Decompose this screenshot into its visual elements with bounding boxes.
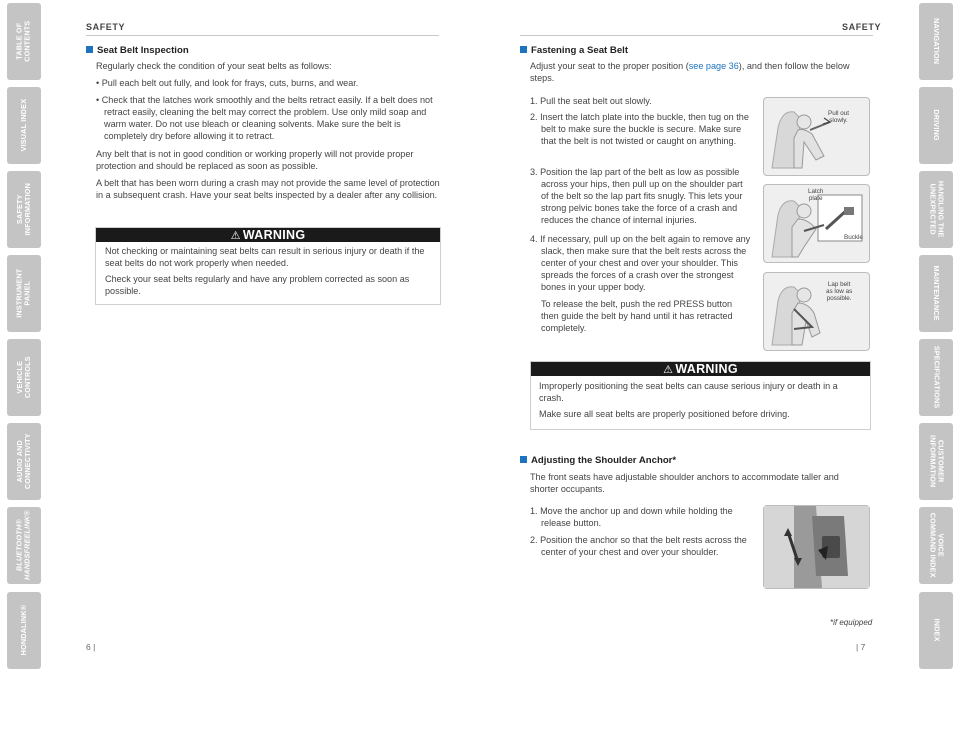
tab-visual-index[interactable] (7, 87, 41, 164)
anchor-step-1: 1. Move the anchor up and down while holding the release button. (530, 506, 733, 529)
fastening-intro-text: Adjust your seat to the proper position ( (530, 61, 689, 71)
tab-label: VISUAL INDEX (18, 99, 28, 152)
fastening-step-3: 3. Position the lap part of the belt as low as possible across your hips, then pull up on the shoulder part of the belt so the lap part fits snugly. This lets your strong pelvic bones take the force of a crash and reduces the chance of internal injuries. (530, 167, 743, 226)
inspection-para-1: Any belt that is not in good condition or working properly will not provide proper protection and should be replaced as soon as possible. (96, 149, 414, 172)
warning-label: WARNING (675, 362, 738, 376)
right-page-number: | 7 (856, 642, 866, 652)
shoulder-anchor-photo (763, 505, 870, 589)
tab-label: TABLE OF CONTENTS (14, 20, 33, 63)
tab-label: DRIVING (932, 109, 942, 142)
right-warning-box (530, 361, 871, 430)
tab-label: BLUETOOTH® HANDSFREELINK® (14, 510, 32, 581)
see-page-link[interactable]: see page 36 (688, 61, 739, 71)
tab-label: CUSTOMER INFORMATION (928, 435, 946, 488)
left-warning-line-1: Not checking or maintaining seat belts can result in serious injury or death if the seat belts do not work properly when needed. (105, 246, 425, 269)
inspection-bullet-1: • Pull each belt out fully, and look for frays, cuts, burns, and wear. (96, 78, 359, 88)
right-page-header: SAFETY (842, 22, 882, 32)
tab-label: MAINTENANCE (932, 265, 942, 322)
tab-specifications[interactable] (919, 339, 953, 416)
inspection-heading (86, 45, 189, 56)
anchor-step-2: 2. Position the anchor so that the belt rests across the center of your chest and over your shoulder. (530, 535, 747, 558)
tab-customer-information[interactable] (919, 423, 953, 500)
tab-navigation[interactable] (919, 3, 953, 80)
fastening-step-4: 4. If necessary, pull up on the belt again to remove any slack, then make sure that the belt rests across the center of your chest and over your shoulder. This spreads the forces of a crash over the strongest bones in your upper body. (530, 234, 751, 293)
tab-label: NAVIGATION (932, 18, 942, 65)
section-marker-icon (520, 456, 527, 463)
lap-belt-caption: Lap belt as low as possible. (826, 281, 853, 302)
anchor-title: Adjusting the Shoulder Anchor* (531, 455, 677, 466)
warning-header (531, 362, 870, 376)
pull-out-illustration (763, 97, 870, 176)
tab-index[interactable] (919, 592, 953, 669)
left-warning-line-2: Check your seat belts regularly and have any problem corrected as soon as possible. (105, 274, 410, 297)
tab-label: HANDLING THE UNEXPECTED (928, 181, 946, 238)
left-page-number: 6 | (86, 642, 96, 652)
section-marker-icon (520, 46, 527, 53)
tab-audio-connectivity[interactable] (7, 423, 41, 500)
anchor-heading (520, 455, 676, 466)
latch-plate-illustration (763, 184, 870, 263)
tab-label: VOICE COMMAND INDEX (928, 513, 946, 578)
shoulder-anchor-image (764, 506, 869, 588)
fastening-title: Fastening a Seat Belt (531, 45, 629, 56)
fastening-heading (520, 45, 628, 56)
inspection-title: Seat Belt Inspection (97, 45, 189, 56)
tab-voice-command-index[interactable] (919, 507, 953, 584)
tab-instrument-panel[interactable] (7, 255, 41, 332)
warning-triangle-icon: ⚠ (663, 363, 674, 376)
tab-label: INSTRUMENT PANEL (14, 268, 32, 319)
tab-maintenance[interactable] (919, 255, 953, 332)
fastening-intro-text-end: ), and then follow the below steps. (530, 61, 850, 84)
buckle-caption: Buckle (844, 234, 863, 241)
right-warning-line-1: Improperly positioning the seat belts can cause serious injury or death in a crash. (539, 381, 838, 404)
inspection-bullet-2: • Check that the latches work smoothly and the belts retract easily. If a belt does not retract easily, cleaning the belt may correct the problem. Use only mild soap and warm water. Do not use bleach or cleaning solvents. Make sure the belt is completely dry before allowing it to retract. (96, 95, 433, 142)
section-marker-icon (86, 46, 93, 53)
release-instructions: To release the belt, push the red PRESS button then guide the belt by hand until it has retracted completely. (541, 299, 733, 334)
right-header-rule (520, 35, 873, 36)
warning-triangle-icon: ⚠ (230, 229, 241, 242)
warning-label: WARNING (242, 228, 306, 242)
tab-hondalink[interactable] (7, 592, 41, 669)
lap-belt-illustration (763, 272, 870, 351)
inspection-intro: Regularly check the condition of your seat belts as follows: (96, 61, 332, 71)
tab-label: INDEX (932, 619, 942, 642)
left-header-rule (86, 35, 439, 36)
tab-label: SAFETY INFORMATION (14, 183, 32, 236)
right-warning-line-2: Make sure all seat belts are properly positioned before driving. (539, 409, 790, 420)
tab-label: VEHICLE CONTROLS (14, 356, 32, 399)
tab-handling-the-unexpected[interactable] (919, 171, 953, 248)
tab-label: SPECIFICATIONS (932, 346, 942, 409)
tab-driving[interactable] (919, 87, 953, 164)
anchor-intro: The front seats have adjustable shoulder anchors to accommodate taller and shorter occupants. (530, 472, 839, 495)
inspection-para-2: A belt that has been worn during a crash may not provide the same level of protection in a subsequent crash. Have your seat belts inspected by a dealer after any collision. (96, 178, 440, 201)
left-page-header: SAFETY (86, 22, 126, 32)
tab-bluetooth-handsfreelink[interactable] (7, 507, 41, 584)
left-warning-box (95, 227, 441, 305)
warning-header (96, 228, 440, 242)
footnote: *if equipped (830, 618, 873, 627)
fastening-step-2: 2. Insert the latch plate into the buckle, then tug on the belt to make sure the buckle is secure. Make sure that the belt is not twisted or caught on anything. (530, 112, 749, 147)
tab-label: AUDIO AND CONNECTIVITY (14, 433, 33, 490)
tab-table-of-contents[interactable] (7, 3, 41, 80)
fastening-intro (530, 60, 868, 84)
fastening-step-1: 1. Pull the seat belt out slowly. (530, 96, 652, 106)
seated-driver-image (764, 98, 869, 175)
latch-plate-caption: Latch plate (808, 188, 824, 202)
tab-vehicle-controls[interactable] (7, 339, 41, 416)
tab-safety-information[interactable] (7, 171, 41, 248)
pull-out-caption: Pull out slowly. (828, 110, 850, 124)
lap-belt-image (764, 273, 869, 350)
tab-label: HONDALINK® (18, 605, 28, 656)
